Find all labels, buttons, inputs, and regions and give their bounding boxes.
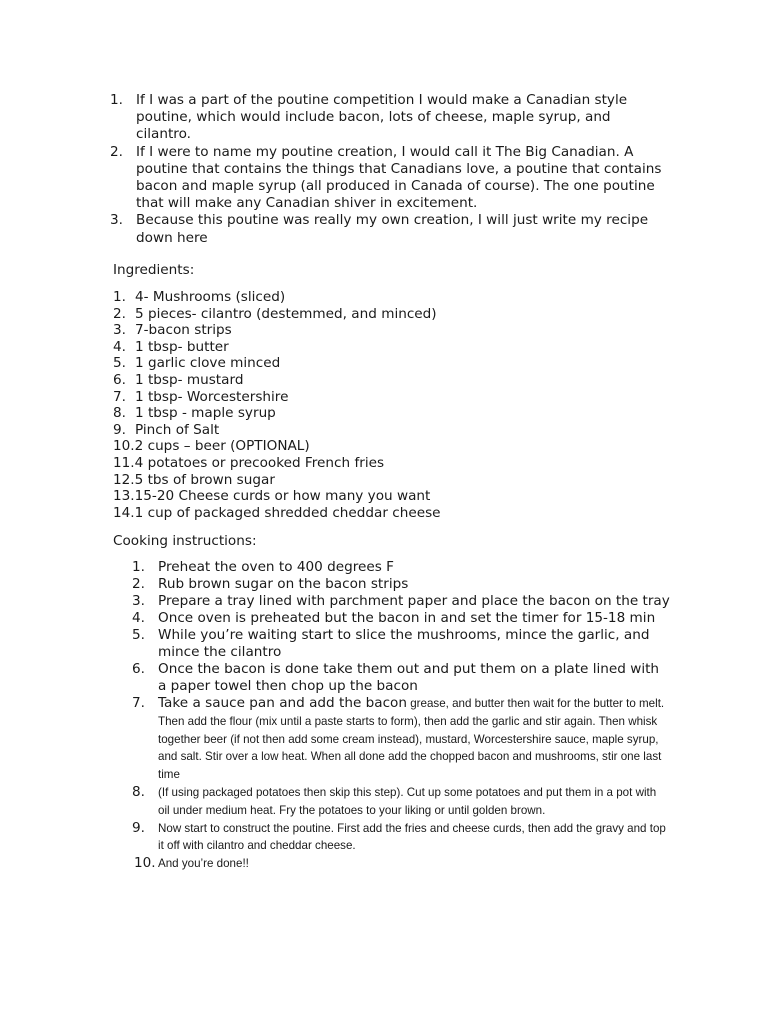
list-text-small: (If using packaged potatoes then skip this step). Cut up some potatoes and put them in a pot with oil under medium heat. Fry the potatoes to your liking or until golden brown. xyxy=(158,785,657,817)
list-item xyxy=(110,784,670,820)
list-number: 1. xyxy=(110,92,123,108)
list-text: 1 tbsp- butter xyxy=(135,338,229,355)
list-text: Take a sauce pan and add the bacon xyxy=(158,695,407,711)
list-text-small: And you’re done!! xyxy=(158,857,249,871)
list-text: Rub brown sugar on the bacon strips xyxy=(158,576,409,592)
list-item xyxy=(113,438,673,455)
list-number: 9. xyxy=(113,421,126,438)
list-text: 1 tbsp- mustard xyxy=(135,371,244,388)
cooking-steps-list xyxy=(110,559,670,873)
list-item xyxy=(110,576,670,593)
list-number: 4. xyxy=(132,610,145,626)
list-item xyxy=(113,422,673,439)
list-item xyxy=(113,355,673,372)
list-number: 2. xyxy=(110,143,123,160)
list-text: 4 potatoes or precooked French fries xyxy=(134,454,385,471)
list-text: 7-bacon strips xyxy=(135,322,232,339)
list-text: 4- Mushrooms (sliced) xyxy=(135,289,286,305)
list-text-small: grease, and butter then wait for the butter to melt. Then add the flour (mix until a paste starts to form), then add the garlic and stir again. Then whisk together beer (if not then add some cream instead), mustard, Worcestershire sauce, maple syrup, and salt. Stir over a low heat. When all done add the chopped bacon and mushrooms, stir one last time xyxy=(158,697,665,782)
list-item xyxy=(113,289,673,306)
list-text: 15-20 Cheese curds or how many you want xyxy=(134,488,431,505)
cooking-heading: Cooking instructions: xyxy=(113,533,257,549)
ingredients-heading: Ingredients: xyxy=(113,262,195,278)
list-number: 6. xyxy=(132,661,145,677)
list-item xyxy=(110,695,670,784)
list-item xyxy=(110,661,670,695)
list-number: 12. xyxy=(113,471,135,488)
list-text: Prepare a tray lined with parchment paper and place the bacon on the tray xyxy=(158,593,670,609)
list-number: 7. xyxy=(113,388,126,405)
list-number: 3. xyxy=(113,322,126,339)
list-text: 1 cup of packaged shredded cheddar cheese xyxy=(134,504,441,521)
list-number: 2. xyxy=(132,576,145,592)
list-item xyxy=(110,627,670,661)
list-item xyxy=(113,372,673,389)
list-text: 1 tbsp- Worcestershire xyxy=(135,388,289,405)
list-number: 11. xyxy=(113,454,135,471)
list-text: 2 cups – beer (OPTIONAL) xyxy=(134,438,310,455)
list-number: 5. xyxy=(113,355,126,372)
list-item xyxy=(108,92,668,144)
list-number: 9. xyxy=(132,819,145,836)
list-item xyxy=(113,505,673,522)
ingredients-list xyxy=(113,289,673,521)
list-item xyxy=(110,820,670,856)
list-text: 5 pieces- cilantro (destemmed, and minced) xyxy=(135,305,437,322)
list-number: 10. xyxy=(113,438,135,455)
list-number: 3. xyxy=(132,593,145,609)
list-item xyxy=(113,389,673,406)
list-item xyxy=(110,855,670,873)
list-text: Because this poutine was really my own creation, I will just write my recipe down here xyxy=(136,212,649,246)
list-item xyxy=(113,455,673,472)
list-number: 5. xyxy=(132,627,145,643)
list-item xyxy=(113,322,673,339)
intro-list xyxy=(108,92,668,247)
list-text: Preheat the oven to 400 degrees F xyxy=(158,559,394,575)
list-number: 1. xyxy=(113,289,126,305)
list-text: Pinch of Salt xyxy=(135,421,220,438)
list-number: 2. xyxy=(113,305,126,322)
list-item xyxy=(113,472,673,489)
list-item xyxy=(113,488,673,505)
list-number: 3. xyxy=(110,212,123,229)
list-number: 8. xyxy=(113,405,126,422)
list-text: 1 tbsp - maple syrup xyxy=(135,405,276,422)
list-number: 13. xyxy=(113,488,135,505)
list-number: 6. xyxy=(113,371,126,388)
list-text: If I were to name my poutine creation, I would call it The Big Canadian. A poutine that contains the things that Canadians love, a poutine that contains bacon and maple syrup (all produced in Canada of course). The one poutine that will make any Canadian shiver in excitement. xyxy=(136,143,662,212)
list-item xyxy=(108,212,668,246)
list-text: 1 garlic clove minced xyxy=(135,355,281,372)
list-text: 5 tbs of brown sugar xyxy=(134,471,275,488)
list-number: 1. xyxy=(132,559,145,575)
list-item xyxy=(108,144,668,213)
list-text: While you’re waiting start to slice the mushrooms, mince the garlic, and mince the cilantro xyxy=(158,627,650,660)
list-text-small: Now start to construct the poutine. First add the fries and cheese curds, then add the gravy and top it off with cilantro and cheddar cheese. xyxy=(158,821,666,853)
list-text: Once the bacon is done take them out and put them on a plate lined with a paper towel then chop up the bacon xyxy=(158,661,660,694)
list-number: 10. xyxy=(134,855,156,872)
list-item xyxy=(110,593,670,610)
list-number: 7. xyxy=(132,695,145,711)
list-number: 8. xyxy=(132,783,145,800)
list-text: If I was a part of the poutine competition I would make a Canadian style poutine, which would include bacon, lots of cheese, maple syrup, and cilantro. xyxy=(136,92,628,143)
list-item xyxy=(110,610,670,627)
list-text: Once oven is preheated but the bacon in and set the timer for 15-18 min xyxy=(158,610,656,626)
list-item xyxy=(113,405,673,422)
list-item xyxy=(113,339,673,356)
list-item xyxy=(113,306,673,323)
list-number: 4. xyxy=(113,338,126,355)
list-number: 14. xyxy=(113,504,135,521)
list-item xyxy=(110,559,670,576)
